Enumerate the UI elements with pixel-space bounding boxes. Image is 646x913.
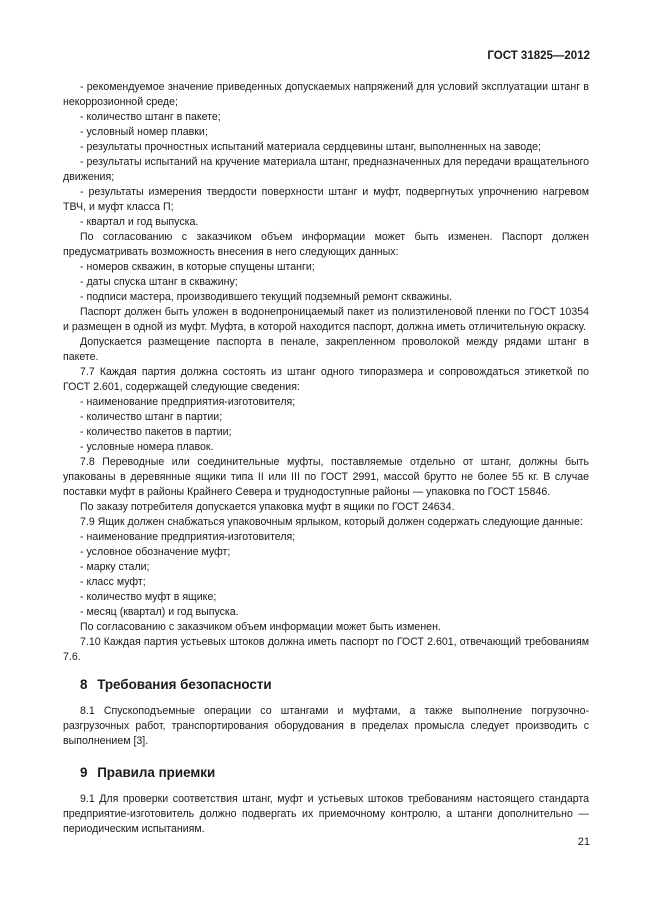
paragraph: - количество пакетов в партии; bbox=[80, 426, 232, 438]
section-9-heading bbox=[80, 763, 589, 783]
paragraph: 7.9 Ящик должен снабжаться упаковочным ярлыком, который должен содержать следующие данные: bbox=[80, 516, 583, 528]
section-number: 8 bbox=[80, 677, 88, 692]
paragraph: По согласованию с заказчиком объем информации может быть изменен. Паспорт должен предусматривать возможность внесения в него следующих данных: bbox=[63, 231, 589, 258]
paragraph: - результаты испытаний на кручение материала штанг, предназначенных для передачи вращательного движения; bbox=[63, 156, 589, 183]
section-8-paragraph: 8.1 Спускоподъемные операции со штангами и муфтами, а также выполнение погрузочно-разгрузочных работ, транспортирования оборудования в пределах промысла следует производить с выполнением [3]. bbox=[63, 705, 589, 747]
paragraph: - номеров скважин, в которые спущены штанги; bbox=[80, 261, 315, 273]
paragraph: 7.10 Каждая партия устьевых штоков должна иметь паспорт по ГОСТ 2.601, отвечающий требованиям 7.6. bbox=[63, 636, 589, 663]
paragraph: Паспорт должен быть уложен в водонепроницаемый пакет из полиэтиленовой пленки по ГОСТ 10354 и размещен в одной из муфт. Муфта, в которой находится паспорт, должна иметь отличительную окраску. bbox=[63, 306, 589, 333]
paragraph: - количество штанг в пакете; bbox=[80, 111, 221, 123]
paragraph: - наименование предприятия-изготовителя; bbox=[80, 531, 296, 543]
paragraph: - результаты измерения твердости поверхности штанг и муфт, подвергнутых упрочнению нагревом ТВЧ, и муфт класса П; bbox=[63, 186, 589, 213]
paragraph: - количество муфт в ящике; bbox=[80, 591, 217, 603]
paragraph-list-7 bbox=[63, 80, 589, 665]
paragraph: 7.7 Каждая партия должна состоять из штанг одного типоразмера и сопровождаться этикеткой по ГОСТ 2.601, содержащей следующие сведения: bbox=[63, 366, 589, 393]
paragraph: - квартал и год выпуска. bbox=[80, 216, 199, 228]
paragraph: - класс муфт; bbox=[80, 576, 146, 588]
paragraph: - результаты прочностных испытаний материала сердцевины штанг, выполненных на заводе; bbox=[80, 141, 541, 153]
document-id-header: ГОСТ 31825—2012 bbox=[487, 50, 590, 62]
section-title: Требования безопасности bbox=[97, 677, 272, 692]
paragraph: - наименование предприятия-изготовителя; bbox=[80, 396, 296, 408]
paragraph: - рекомендуемое значение приведенных допускаемых напряжений для условий эксплуатации штанг в некоррозионной среде; bbox=[63, 81, 589, 108]
document-body bbox=[63, 80, 589, 837]
paragraph: По согласованию с заказчиком объем информации может быть изменен. bbox=[80, 621, 441, 633]
paragraph: - марку стали; bbox=[80, 561, 150, 573]
paragraph: - условный номер плавки; bbox=[80, 126, 208, 138]
section-8-heading bbox=[80, 675, 589, 695]
page-number: 21 bbox=[577, 836, 590, 848]
paragraph: - месяц (квартал) и год выпуска. bbox=[80, 606, 239, 618]
paragraph: - количество штанг в партии; bbox=[80, 411, 223, 423]
section-title: Правила приемки bbox=[97, 765, 216, 780]
paragraph: Допускается размещение паспорта в пенале, закрепленном проволокой между рядами штанг в пакете. bbox=[63, 336, 589, 363]
section-9-paragraph: 9.1 Для проверки соответствия штанг, муфт и устьевых штоков требованиям настоящего стандарта предприятие-изготовитель должно подвергать их приемочному контролю, а штанги дополнительно — периодическим испытаниям. bbox=[63, 793, 589, 835]
paragraph: - подписи мастера, производившего текущий подземный ремонт скважины. bbox=[80, 291, 453, 303]
paragraph: - условное обозначение муфт; bbox=[80, 546, 231, 558]
section-number: 9 bbox=[80, 765, 88, 780]
paragraph: - даты спуска штанг в скважину; bbox=[80, 276, 238, 288]
paragraph: - условные номера плавок. bbox=[80, 441, 214, 453]
paragraph: По заказу потребителя допускается упаковка муфт в ящики по ГОСТ 24634. bbox=[80, 501, 455, 513]
paragraph: 7.8 Переводные или соединительные муфты, поставляемые отдельно от штанг, должны быть упакованы в деревянные ящики типа II или III по ГОСТ 2991, массой брутто не более 55 кг. В случае поставки муфт в районы Крайнего Севера и труднодоступные районы — упаковка по ГОСТ 15846. bbox=[63, 456, 589, 498]
